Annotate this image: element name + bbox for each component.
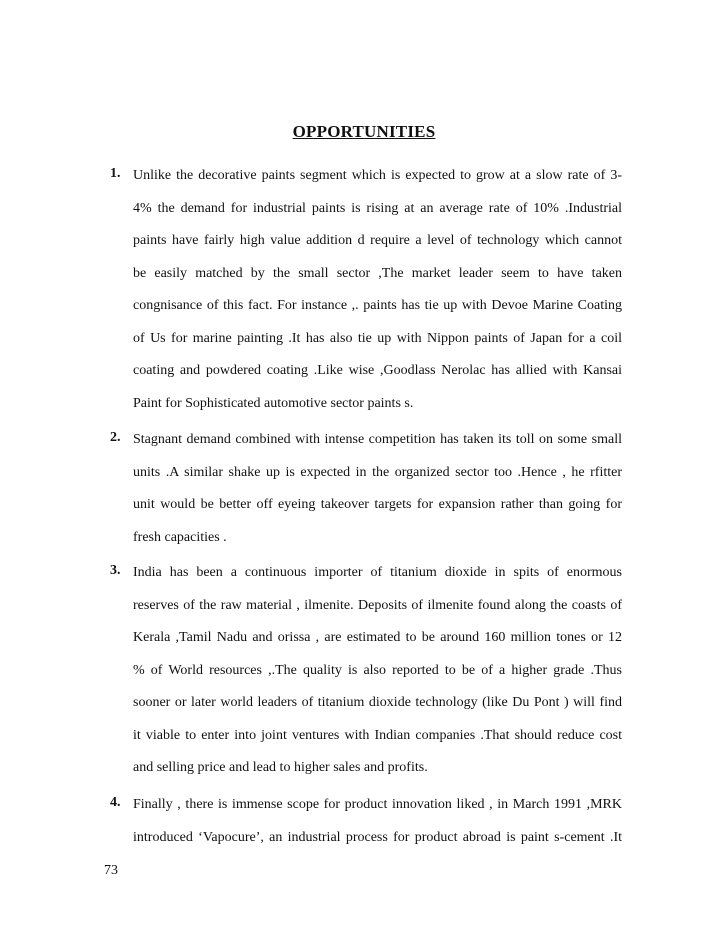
list-item-number: 3. — [110, 563, 121, 578]
list-item-text — [133, 795, 622, 860]
text-line: Stagnant demand combined with intense competition has taken its toll on some small — [133, 432, 622, 447]
text-line: it viable to enter into joint ventures with Indian companies .That should reduce cost — [133, 727, 622, 743]
list-item-text — [133, 430, 622, 560]
text-line: and selling price and lead to higher sales and profits. — [133, 760, 428, 775]
list-item-number: 2. — [110, 430, 121, 445]
text-line: Finally , there is immense scope for product innovation liked , in March 1991 ,MRK — [133, 797, 622, 812]
text-line: 4% the demand for industrial paints is rising at an average rate of 10% .Industrial — [133, 200, 622, 216]
text-line: be easily matched by the small sector ,The market leader seem to have taken — [133, 265, 622, 281]
text-line: of Us for marine painting .It has also tie up with Nippon paints of Japan for a coil — [133, 330, 622, 346]
text-line: % of World resources ,.The quality is also reported to be of a higher grade .Thus — [133, 662, 622, 678]
list-item-number: 4. — [110, 795, 121, 810]
text-line: sooner or later world leaders of titanium dioxide technology (like Du Pont ) will find — [133, 695, 622, 710]
text-line: India has been a continuous importer of titanium dioxide in spits of enormous — [133, 565, 622, 580]
text-line: units .A similar shake up is expected in the organized sector too .Hence , he rfitter — [133, 464, 622, 480]
text-line: Unlike the decorative paints segment which is expected to grow at a slow rate of 3- — [133, 168, 622, 183]
list-item-text — [133, 563, 622, 791]
list-item-text — [133, 166, 622, 426]
list-item-number: 1. — [110, 166, 121, 181]
text-line: Kerala ,Tamil Nadu and orissa , are estimated to be around 160 million tones or 12 — [133, 630, 622, 645]
page-number: 73 — [104, 863, 118, 878]
text-line: congnisance of this fact. For instance ,. paints has tie up with Devoe Marine Coating — [133, 298, 622, 313]
text-line: Paint for Sophisticated automotive sector paints s. — [133, 395, 414, 411]
text-line: fresh capacities . — [133, 529, 227, 545]
text-line: paints have fairly high value addition d require a level of technology which cannot — [133, 233, 622, 248]
page-title: OPPORTUNITIES — [292, 122, 436, 141]
text-line: introduced ‘Vapocure’, an industrial process for product abroad is paint s-cement .It — [133, 829, 622, 845]
text-line: reserves of the raw material , ilmenite. Deposits of ilmenite found along the coasts of — [133, 597, 622, 613]
text-line: unit would be better off eyeing takeover targets for expansion rather than going for — [133, 497, 622, 512]
text-line: coating and powdered coating .Like wise ,Goodlass Nerolac has allied with Kansai — [133, 363, 622, 378]
